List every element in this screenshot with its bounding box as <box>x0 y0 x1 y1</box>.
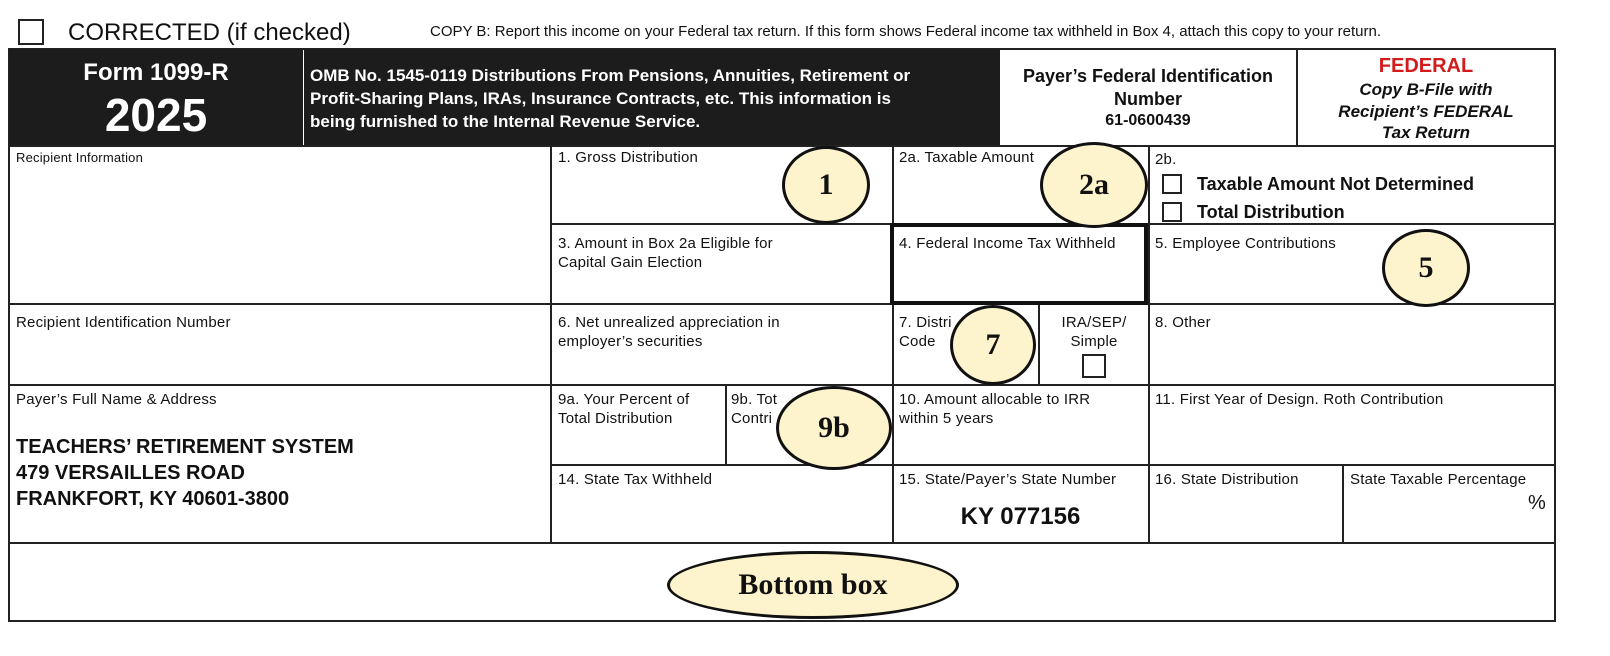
ira-sep-checkbox[interactable] <box>1082 354 1106 378</box>
oval-box7: 7 <box>950 305 1036 385</box>
box6-label-2: employer’s securities <box>558 333 703 350</box>
grid-line <box>892 145 894 543</box>
form-year: 2025 <box>104 89 208 141</box>
box1-label: 1. Gross Distribution <box>558 149 699 166</box>
corrected-checkbox[interactable] <box>18 19 44 45</box>
box14-label: 14. State Tax Withheld <box>558 471 713 488</box>
grid-line <box>8 303 1556 305</box>
recipient-id-label: Recipient Identification Number <box>16 314 231 331</box>
payer-fed-id-value: 61-0600439 <box>1105 112 1191 129</box>
box7-label-1: 7. Distri <box>899 314 952 331</box>
box11-label: 11. First Year of Design. Roth Contribution <box>1155 391 1444 408</box>
box7-label-2: Code <box>899 333 936 350</box>
box15-label: 15. State/Payer’s State Number <box>899 471 1117 488</box>
omb-line-2: Profit-Sharing Plans, IRAs, Insurance Contracts, etc. This information is <box>310 89 891 108</box>
taxable-not-determined-checkbox[interactable] <box>1162 174 1182 194</box>
payer-fed-id-label-1: Payer’s Federal Identification <box>1022 66 1274 86</box>
box9a-label-1: 9a. Your Percent of <box>558 391 690 408</box>
box16-label: 16. State Distribution <box>1155 471 1299 488</box>
box9b-label-2: Contri <box>731 410 773 427</box>
federal-sub-2: Recipient’s FEDERAL <box>1338 102 1514 121</box>
grid-line <box>550 464 1556 466</box>
federal-title: FEDERAL <box>1378 55 1474 77</box>
box10-label-2: within 5 years <box>899 410 994 427</box>
grid-line <box>1148 145 1150 543</box>
payer-name-label: Payer’s Full Name & Address <box>16 391 217 408</box>
grid-line <box>8 145 1556 147</box>
grid-line <box>550 145 552 543</box>
oval-box1: 1 <box>782 146 870 224</box>
taxable-not-determined-label: Taxable Amount Not Determined <box>1197 174 1475 194</box>
federal-sub-3: Tax Return <box>1381 123 1471 142</box>
payer-address-line-3: FRANKFORT, KY 40601-3800 <box>16 488 290 510</box>
box9b-label-1: 9b. Tot <box>731 391 778 408</box>
ira-sep-label-1: IRA/SEP/ <box>1061 314 1127 331</box>
box8-label: 8. Other <box>1155 314 1211 331</box>
ira-sep-label-2: Simple <box>1070 333 1118 350</box>
omb-description-block <box>304 49 1000 145</box>
payer-address-line-1: TEACHERS’ RETIREMENT SYSTEM <box>16 436 354 458</box>
box4-label: 4. Federal Income Tax Withheld <box>899 235 1116 252</box>
box15-state-number: KY 077156 <box>960 503 1081 530</box>
grid-line <box>1342 464 1344 543</box>
box5-label: 5. Employee Contributions <box>1155 235 1336 252</box>
oval-bottom-box: Bottom box <box>667 551 959 619</box>
corrected-label: CORRECTED (if checked) <box>68 19 351 46</box>
total-distribution-checkbox[interactable] <box>1162 202 1182 222</box>
form-title-block <box>9 49 303 145</box>
recipient-info-label: Recipient Information <box>16 150 144 165</box>
copy-b-instructions: COPY B: Report this income on your Federal tax return. If this form shows Federal income tax withheld in Box 4, attach this copy to your return. <box>430 23 1381 40</box>
federal-sub-1: Copy B-File with <box>1359 80 1493 99</box>
omb-line-1: OMB No. 1545-0119 Distributions From Pensions, Annuities, Retirement or <box>310 66 911 85</box>
grid-line <box>725 384 727 465</box>
box6-label-1: 6. Net unrealized appreciation in <box>558 314 780 331</box>
grid-line <box>8 384 1556 386</box>
payer-address-line-2: 479 VERSAILLES ROAD <box>16 462 245 484</box>
box2a-label: 2a. Taxable Amount <box>899 149 1035 166</box>
box10-label-1: 10. Amount allocable to IRR <box>899 391 1091 408</box>
grid-line <box>8 542 1556 544</box>
payer-fed-id-label-2: Number <box>1113 89 1182 109</box>
state-taxable-percentage-label: State Taxable Percentage <box>1350 471 1527 488</box>
box2b-label: 2b. <box>1155 151 1177 168</box>
oval-box9b: 9b <box>776 386 892 470</box>
percent-sign: % <box>1528 492 1546 514</box>
oval-box2a: 2a <box>1040 142 1148 228</box>
total-distribution-label: Total Distribution <box>1197 202 1345 222</box>
oval-box5: 5 <box>1382 229 1470 307</box>
box3-label-1: 3. Amount in Box 2a Eligible for <box>558 235 773 252</box>
omb-line-3: being furnished to the Internal Revenue Service. <box>310 112 701 131</box>
box3-label-2: Capital Gain Election <box>558 254 703 271</box>
form-name: Form 1099-R <box>83 59 229 86</box>
box9a-label-2: Total Distribution <box>558 410 673 427</box>
